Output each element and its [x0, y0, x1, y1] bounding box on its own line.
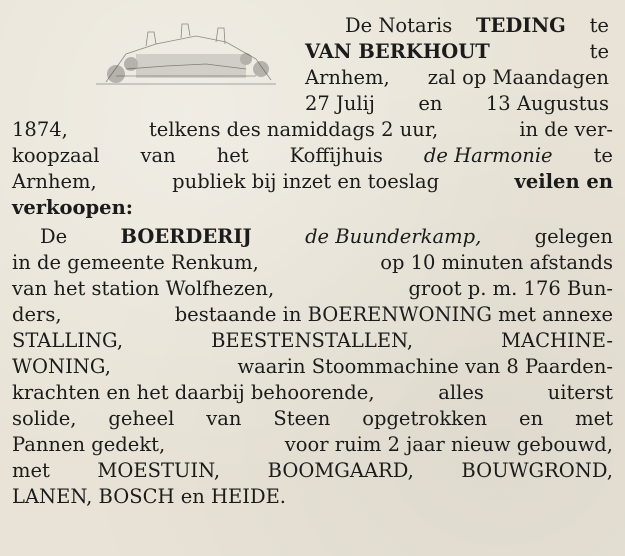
text-word: BEESTENSTALLEN,	[211, 329, 414, 352]
text-word: opgetrokken	[362, 407, 488, 430]
text-line	[305, 40, 609, 63]
text-word: telkens des namiddags 2 uur,	[148, 118, 439, 141]
text-line	[12, 144, 613, 167]
text-line	[345, 14, 609, 37]
farmhouse-engraving-icon	[86, 14, 286, 94]
text-word: zal op Maandagen	[427, 66, 609, 89]
text-word: WONING,	[12, 355, 111, 378]
text-word: veilen en	[514, 170, 613, 193]
text-word: uiterst	[547, 381, 613, 404]
text-line	[12, 329, 613, 352]
text-line	[305, 92, 609, 115]
property-name: de Buunderkamp,	[305, 225, 482, 248]
text-word: LANEN, BOSCH en HEIDE.	[12, 485, 287, 508]
text-word: publiek bij inzet en toeslag	[172, 170, 440, 193]
text-word: Arnhem,	[12, 170, 97, 193]
text-word: gelegen	[534, 225, 613, 248]
text-word: van	[140, 144, 176, 167]
text-word: geheel	[108, 407, 175, 430]
text-word: ders,	[12, 303, 62, 326]
text-word: Steen	[273, 407, 331, 430]
text-word: van	[206, 407, 242, 430]
text-word: en	[418, 92, 443, 115]
text-word: krachten en het daarbij behoorende,	[12, 381, 375, 404]
text-word: BOOMGAARD,	[267, 459, 414, 482]
text-word: voor ruim 2 jaar nieuw gebouwd,	[284, 433, 613, 456]
text-word: De Notaris	[345, 14, 453, 37]
text-line	[12, 118, 613, 141]
text-word: met	[575, 407, 613, 430]
text-word: solide,	[12, 407, 77, 430]
notary-name: TEDING	[475, 14, 566, 37]
text-word: van het station Wolfhezen,	[12, 277, 275, 300]
auction-date-2: 13 Augustus	[485, 92, 609, 115]
text-word: koopzaal	[12, 144, 100, 167]
text-word: STALLING,	[12, 329, 124, 352]
text-word: De	[40, 225, 68, 248]
property-type: BOERDERIJ	[120, 225, 252, 248]
text-line	[12, 251, 613, 274]
text-word: te	[593, 144, 613, 167]
text-word: het	[216, 144, 249, 167]
notary-name: VAN BERKHOUT	[305, 40, 490, 63]
auction-date-1: 27 Julij	[305, 92, 375, 115]
text-word: bestaande in BOERENWONING met annexe	[174, 303, 613, 326]
auction-year: 1874,	[12, 118, 68, 141]
text-line	[12, 407, 613, 430]
text-word: in de ver-	[519, 118, 613, 141]
text-line	[12, 381, 613, 404]
text-word: alles	[438, 381, 484, 404]
text-line	[12, 196, 133, 219]
text-word: Arnhem,	[305, 66, 390, 89]
text-word: met	[12, 459, 50, 482]
text-line	[12, 459, 613, 482]
text-word: in de gemeente Renkum,	[12, 251, 259, 274]
text-word: Koffijhuis	[289, 144, 383, 167]
text-line	[40, 225, 613, 248]
text-line	[12, 355, 613, 378]
text-line	[305, 66, 609, 89]
text-line	[12, 277, 613, 300]
text-word: MACHINE-	[501, 329, 613, 352]
text-word: te	[589, 14, 609, 37]
text-word: te	[589, 40, 609, 63]
text-word: op 10 minuten afstands	[380, 251, 613, 274]
text-line	[12, 170, 613, 193]
text-word: BOUWGROND,	[461, 459, 613, 482]
text-line	[12, 303, 613, 326]
text-word: waarin Stoommachine van 8 Paarden-	[237, 355, 613, 378]
text-word: verkoopen:	[12, 196, 133, 219]
venue-name: de Harmonie	[423, 144, 553, 167]
text-word: en	[519, 407, 544, 430]
text-word: MOESTUIN,	[97, 459, 221, 482]
text-word: groot p. m. 176 Bun-	[408, 277, 613, 300]
text-word: Pannen gedekt,	[12, 433, 166, 456]
text-line	[12, 485, 286, 508]
text-line	[12, 433, 613, 456]
